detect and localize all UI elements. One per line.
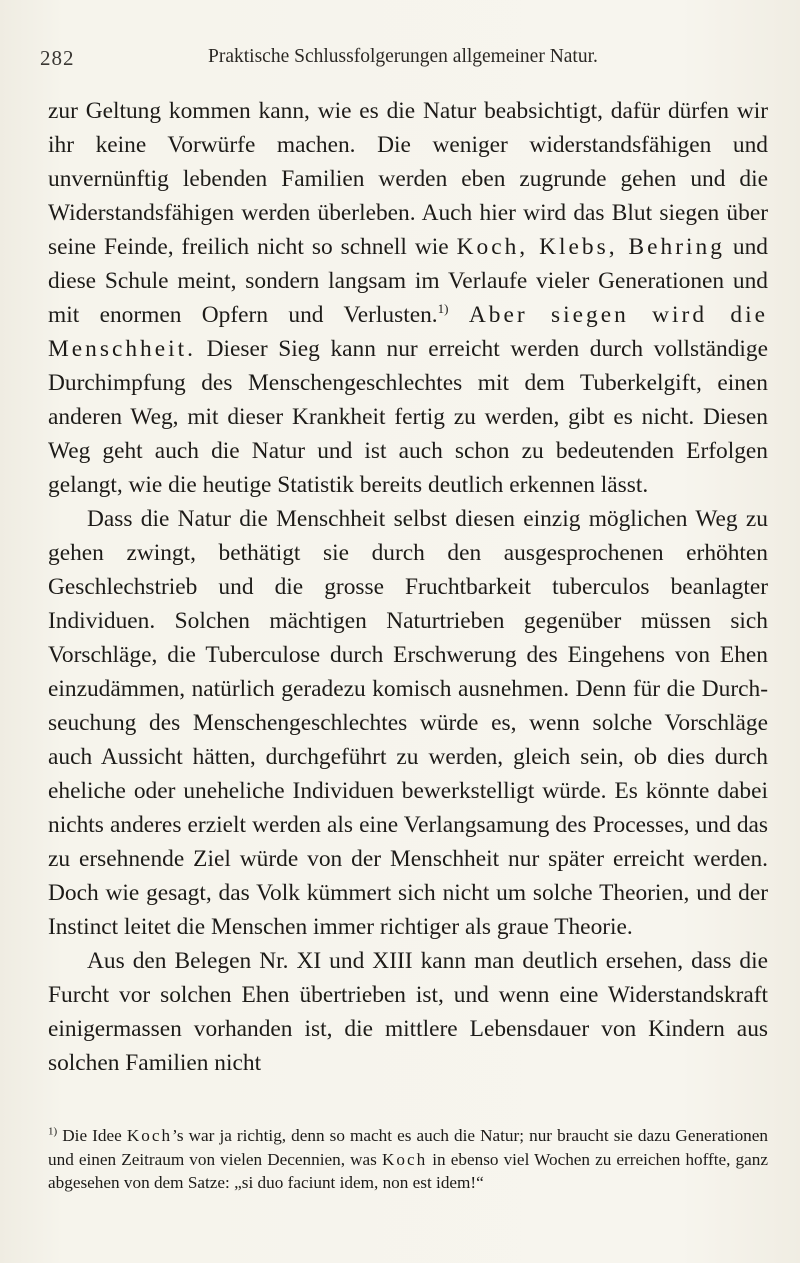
paragraph-3: Aus den Belegen Nr. XI und XIII kann man deutlich ersehen, dass die Furcht vor solchen Ehen übertrieben ist, und wenn eine Widerstandskraft einigermassen vorhanden ist, die mittlere Lebensdauer von Kindern aus solchen Familien nicht: [48, 948, 768, 1076]
footnote-text-b: ’s war ja richtig, denn so macht es auch die Natur; nur braucht sie dazu Generationen und einen Zeitraum von vielen Decennien, was: [48, 1126, 768, 1169]
footnote-mark: 1): [48, 1125, 58, 1138]
page-header: [40, 44, 710, 74]
spaced-names: Koch, Klebs, Behring: [456, 234, 725, 260]
footnote: [48, 1124, 768, 1195]
footnote-name-1: Koch: [126, 1126, 173, 1145]
paragraph-2: Dass die Natur die Menschheit selbst diesen einzig möglichen Weg zu gehen zwingt, bethätigt sie durch den ausgesprochenen erhöhten Geschlechstrieb und die grosse Fruchtbarkeit tuberculos beanlagter Individuen. Solchen mächtigen Naturtrieben gegenüber müssen sich Vorschläge, die Tuberculose durch Erschwerung des Eingehens von Ehen einzudämmen, natürlich geradezu komisch ausnehmen. Denn für die Durchseuchung des Menschengeschlechtes würde es, wenn solche Vorschläge auch Aussicht hätten, durchgeführt zu werden, gleich sein, ob dies durch eheliche oder uneheliche Individuen bewerkstelligt würde. Es könnte dabei nichts anderes erzielt werden als eine Verlangsamung des Processes, und das zu ersehnende Ziel würde von der Menschheit nur später erreicht werden. Doch wie gesagt, das Volk kümmert sich nicht um solche Theorien, und der Instinct leitet die Menschen immer richtiger als graue Theorie.: [48, 506, 768, 940]
paragraph-1-text-a: zur Geltung kommen kann, wie es die Natur beabsichtigt, dafür dürfen wir ihr keine Vorwürfe machen. Die weniger widerstandsfähigen und unvernünftig lebenden Familien werden eben zugrunde gehen und die Widerstandsfähigen werden überleben. Auch hier wird das Blut siegen über seine Feinde, freilich nicht so schnell wie: [48, 98, 768, 260]
paragraph-1-text-d: Dieser Sieg kann nur erreicht werden durch vollständige Durchimpfung des Menschengeschlechtes mit dem Tuberkelgift, einen anderen Weg, mit dieser Krankheit fertig zu werden, gibt es nicht. Diesen Weg geht auch die Natur und ist auch schon zu bedeutenden Erfolgen gelangt, wie die heutige Statistik bereits deutlich erkennen lässt.: [48, 336, 768, 498]
emphasized-phrase: Aber siegen wird die Menschheit.: [48, 302, 768, 362]
footnote-reference[interactable]: 1): [437, 301, 449, 317]
footnote-text-c: in ebenso viel Wochen zu erreichen hoffte, ganz abgesehen von dem Satze: „si duo faciunt idem, non est idem!“: [48, 1149, 769, 1192]
paragraph-1: [48, 94, 768, 502]
main-text: [48, 94, 768, 1080]
running-head: Praktische Schlussfolgerungen allgemeiner Natur.: [208, 46, 598, 67]
footnote-text: [48, 1124, 768, 1195]
paragraph-1-text-b: und diese Schule meint, sondern langsam im Verlaufe vieler Generationen und mit enormen Opfern und Verlusten.: [48, 234, 768, 328]
footnote-text-a: Die Idee: [57, 1126, 127, 1145]
footnote-name-2: Koch: [381, 1149, 428, 1169]
paragraph-1-text-c: [449, 302, 469, 328]
page-number: 282: [40, 46, 75, 70]
